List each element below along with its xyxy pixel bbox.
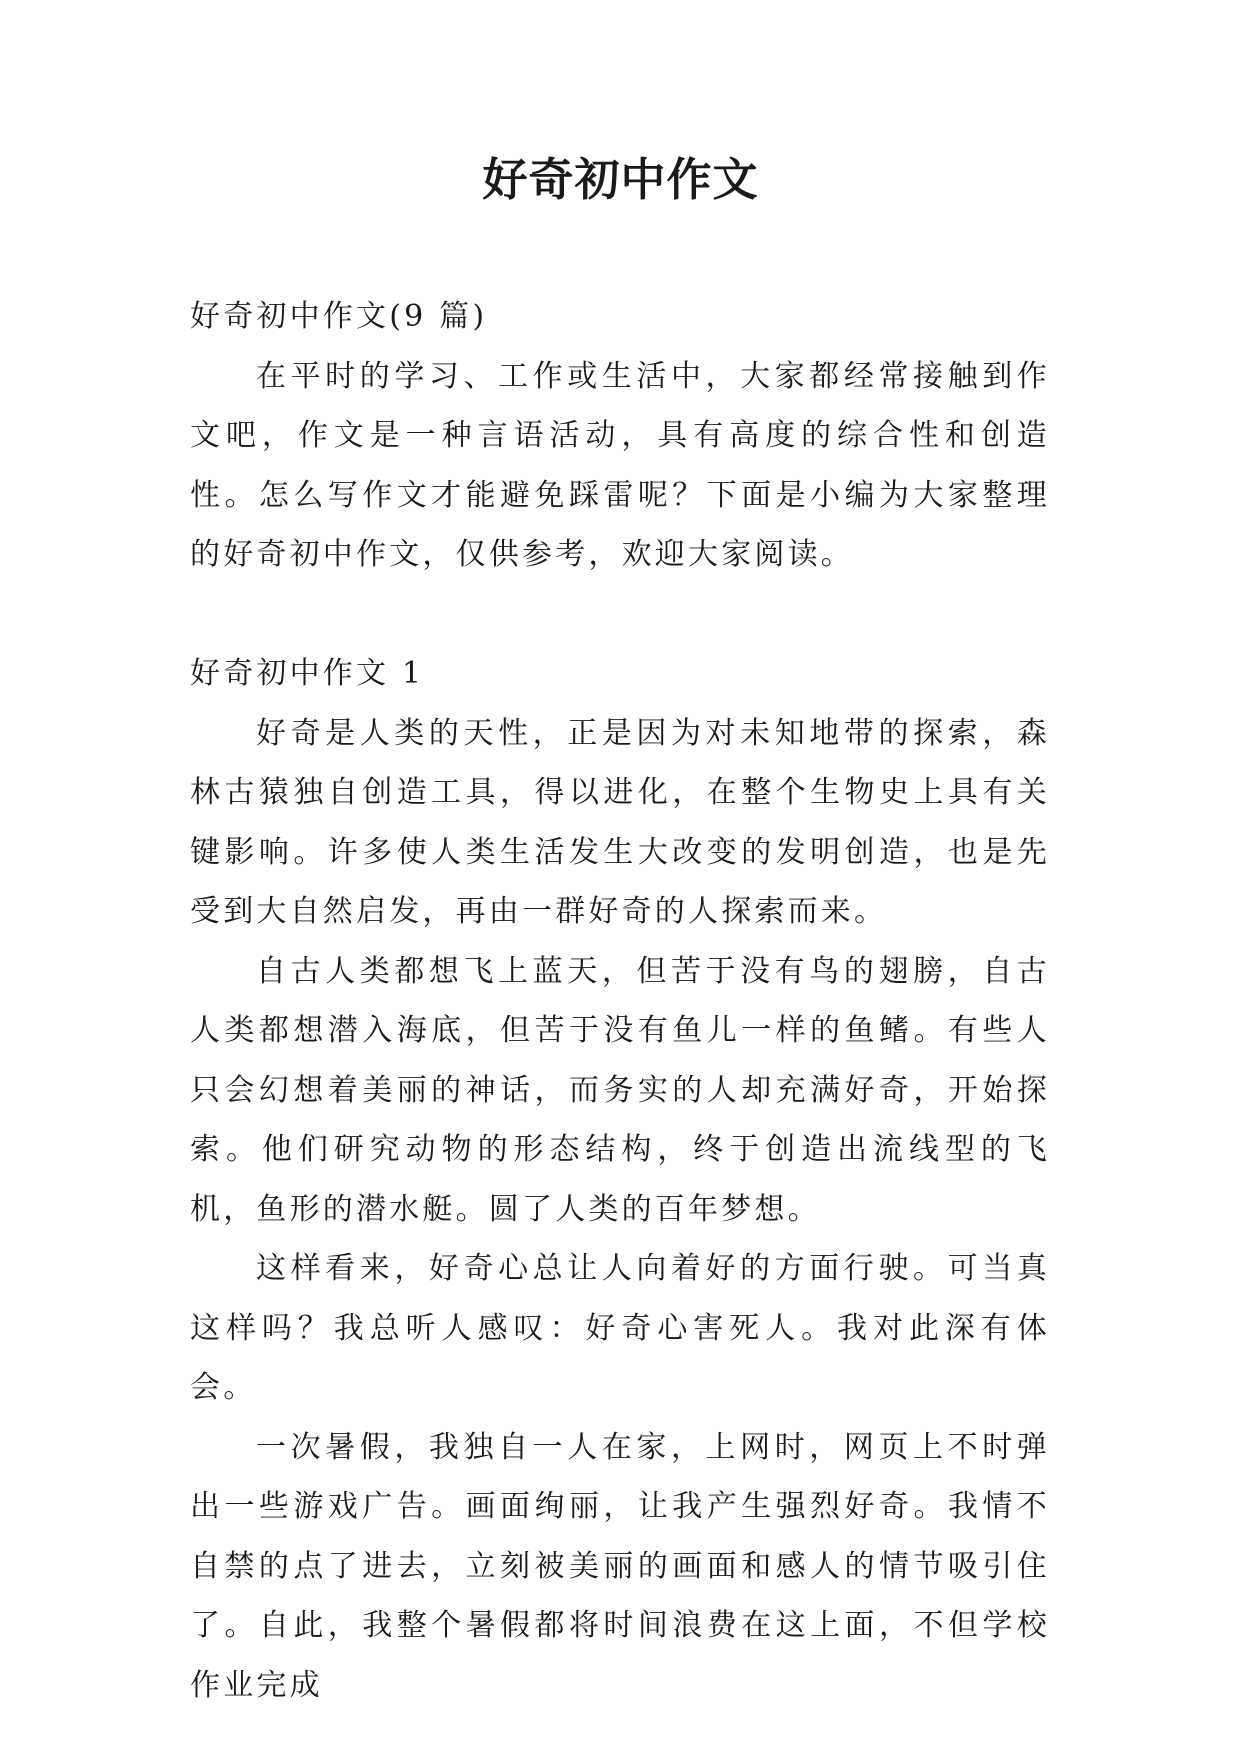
document-body [190, 287, 1050, 1715]
intro-paragraph: 在平时的学习、工作或生活中，大家都经常接触到作文吧，作文是一种言语活动，具有高度的综合性和创造性。怎么写作文才能避免踩雷呢？下面是小编为大家整理的好奇初中作文，仅供参考，欢迎大家阅读。 [190, 358, 1050, 572]
body-paragraph: 自古人类都想飞上蓝天，但苦于没有鸟的翅膀，自古人类都想潜入海底，但苦于没有鱼儿一样的鱼鳍。有些人只会幻想着美丽的神话，而务实的人却充满好奇，开始探索。他们研究动物的形态结构，终于创造出流线型的飞机，鱼形的潜水艇。圆了人类的百年梦想。 [190, 953, 1050, 1227]
document-subtitle: 好奇初中作文(9 篇) [190, 299, 488, 334]
document-title: 好奇初中作文 [482, 153, 759, 206]
body-paragraph: 这样看来，好奇心总让人向着好的方面行驶。可当真这样吗？我总听人感叹：好奇心害死人。我对此深有体会。 [190, 1251, 1050, 1405]
section-spacer [190, 585, 1050, 645]
section-heading: 好奇初中作文 1 [190, 656, 425, 691]
body-paragraph: 好奇是人类的天性，正是因为对未知地带的探索，森林古猿独自创造工具，得以进化，在整个生物史上具有关键影响。许多使人类生活发生大改变的发明创造，也是先受到大自然启发，再由一群好奇的人探索而来。 [190, 715, 1050, 929]
body-paragraph: 一次暑假，我独自一人在家，上网时，网页上不时弹出一些游戏广告。画面绚丽，让我产生强烈好奇。我情不自禁的点了进去，立刻被美丽的画面和感人的情节吸引住了。自此，我整个暑假都将时间浪费在这上面，不但学校作业完成 [190, 1429, 1050, 1703]
